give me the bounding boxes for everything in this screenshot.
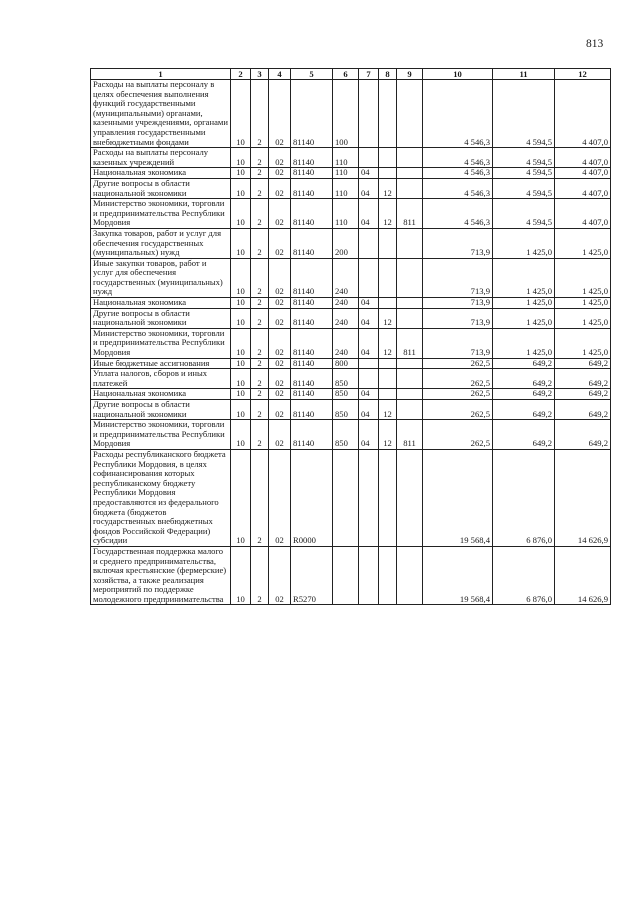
col-3: 2 — [251, 148, 269, 168]
col-7: 04 — [359, 168, 379, 179]
amount-col-10: 262,5 — [423, 400, 493, 420]
col-8 — [379, 168, 397, 179]
row-name: Национальная экономика — [91, 389, 231, 400]
amount-col-12: 1 425,0 — [555, 298, 611, 309]
row-name: Другие вопросы в области национальной экономики — [91, 308, 231, 328]
table-row — [91, 328, 611, 358]
col-6: 850 — [333, 369, 359, 389]
amount-col-12: 4 407,0 — [555, 199, 611, 229]
col-7: 04 — [359, 199, 379, 229]
column-header: 6 — [333, 69, 359, 80]
col-2: 10 — [231, 449, 251, 546]
col-5: 81140 — [291, 400, 333, 420]
col-4: 02 — [269, 308, 291, 328]
col-8: 12 — [379, 400, 397, 420]
row-name: Национальная экономика — [91, 298, 231, 309]
row-name: Расходы на выплаты персоналу в целях обеспечения выполнения функций государственными (муниципальными) органами, казенными учреждениями, органами управления государственными внебюджетными фондами — [91, 80, 231, 148]
col-5: R0000 — [291, 449, 333, 546]
amount-col-11: 1 425,0 — [493, 228, 555, 258]
col-7: 04 — [359, 328, 379, 358]
col-5: 81140 — [291, 199, 333, 229]
table-row — [91, 449, 611, 546]
amount-col-11: 649,2 — [493, 389, 555, 400]
col-5: 81140 — [291, 389, 333, 400]
amount-col-12: 649,2 — [555, 369, 611, 389]
column-header: 12 — [555, 69, 611, 80]
column-header: 4 — [269, 69, 291, 80]
col-4: 02 — [269, 168, 291, 179]
col-7: 04 — [359, 298, 379, 309]
col-3: 2 — [251, 228, 269, 258]
col-3: 2 — [251, 178, 269, 198]
col-3: 2 — [251, 80, 269, 148]
col-9 — [397, 298, 423, 309]
amount-col-10: 262,5 — [423, 420, 493, 450]
amount-col-12: 1 425,0 — [555, 328, 611, 358]
col-4: 02 — [269, 400, 291, 420]
row-name: Расходы республиканского бюджета Республики Мордовия, в целях софинансирования которых республиканскому бюджету Республики Мордовия предоставляются из федерального бюджета (бюджетов государственных внебюджетных фондов Российской Федерации) субсидии — [91, 449, 231, 546]
col-7 — [359, 148, 379, 168]
row-name: Министерство экономики, торговли и предпринимательства Республики Мордовия — [91, 420, 231, 450]
amount-col-11: 649,2 — [493, 420, 555, 450]
col-2: 10 — [231, 400, 251, 420]
col-8 — [379, 298, 397, 309]
col-7: 04 — [359, 308, 379, 328]
table-row — [91, 178, 611, 198]
header-row — [91, 69, 611, 80]
col-2: 10 — [231, 298, 251, 309]
col-3: 2 — [251, 298, 269, 309]
amount-col-10: 4 546,3 — [423, 178, 493, 198]
col-2: 10 — [231, 546, 251, 605]
amount-col-12: 4 407,0 — [555, 148, 611, 168]
col-2: 10 — [231, 420, 251, 450]
row-name: Расходы на выплаты персоналу казенных учреждений — [91, 148, 231, 168]
amount-col-10: 4 546,3 — [423, 199, 493, 229]
col-7: 04 — [359, 420, 379, 450]
col-6: 110 — [333, 199, 359, 229]
col-2: 10 — [231, 168, 251, 179]
amount-col-12: 4 407,0 — [555, 178, 611, 198]
table-row — [91, 258, 611, 297]
col-2: 10 — [231, 178, 251, 198]
col-8: 12 — [379, 199, 397, 229]
table-row — [91, 228, 611, 258]
col-2: 10 — [231, 148, 251, 168]
col-3: 2 — [251, 546, 269, 605]
table-row — [91, 308, 611, 328]
col-2: 10 — [231, 199, 251, 229]
amount-col-12: 649,2 — [555, 420, 611, 450]
col-3: 2 — [251, 449, 269, 546]
row-name: Национальная экономика — [91, 168, 231, 179]
col-9 — [397, 148, 423, 168]
amount-col-10: 4 546,3 — [423, 80, 493, 148]
amount-col-11: 649,2 — [493, 400, 555, 420]
col-8 — [379, 449, 397, 546]
column-header: 2 — [231, 69, 251, 80]
table-row — [91, 400, 611, 420]
col-7 — [359, 258, 379, 297]
col-6: 240 — [333, 298, 359, 309]
amount-col-11: 4 594,5 — [493, 178, 555, 198]
page-number: 813 — [586, 38, 604, 50]
col-4: 02 — [269, 178, 291, 198]
amount-col-12: 1 425,0 — [555, 228, 611, 258]
amount-col-10: 4 546,3 — [423, 148, 493, 168]
col-5: 81140 — [291, 328, 333, 358]
col-3: 2 — [251, 168, 269, 179]
col-6: 240 — [333, 328, 359, 358]
column-header: 7 — [359, 69, 379, 80]
col-6 — [333, 546, 359, 605]
table-row — [91, 298, 611, 309]
col-5: 81140 — [291, 258, 333, 297]
amount-col-10: 262,5 — [423, 389, 493, 400]
amount-col-11: 1 425,0 — [493, 298, 555, 309]
col-7 — [359, 546, 379, 605]
column-header: 8 — [379, 69, 397, 80]
col-4: 02 — [269, 148, 291, 168]
col-6: 240 — [333, 308, 359, 328]
col-9 — [397, 228, 423, 258]
amount-col-11: 4 594,5 — [493, 168, 555, 179]
col-3: 2 — [251, 328, 269, 358]
amount-col-10: 713,9 — [423, 298, 493, 309]
col-7: 04 — [359, 389, 379, 400]
column-header: 9 — [397, 69, 423, 80]
amount-col-12: 1 425,0 — [555, 308, 611, 328]
col-5: 81140 — [291, 80, 333, 148]
row-name: Министерство экономики, торговли и предпринимательства Республики Мордовия — [91, 199, 231, 229]
column-header: 11 — [493, 69, 555, 80]
amount-col-10: 19 568,4 — [423, 449, 493, 546]
table-row — [91, 358, 611, 369]
amount-col-10: 713,9 — [423, 328, 493, 358]
row-name: Иные закупки товаров, работ и услуг для обеспечения государственных (муниципальных) нужд — [91, 258, 231, 297]
col-8 — [379, 80, 397, 148]
amount-col-12: 649,2 — [555, 358, 611, 369]
col-9 — [397, 178, 423, 198]
column-header: 1 — [91, 69, 231, 80]
table-row — [91, 80, 611, 148]
col-9: 811 — [397, 199, 423, 229]
column-header: 3 — [251, 69, 269, 80]
col-9 — [397, 168, 423, 179]
col-2: 10 — [231, 258, 251, 297]
amount-col-12: 14 626,9 — [555, 449, 611, 546]
table-row — [91, 389, 611, 400]
col-4: 02 — [269, 358, 291, 369]
amount-col-11: 1 425,0 — [493, 258, 555, 297]
col-3: 2 — [251, 420, 269, 450]
col-9: 811 — [397, 328, 423, 358]
amount-col-11: 1 425,0 — [493, 308, 555, 328]
col-8 — [379, 358, 397, 369]
amount-col-12: 649,2 — [555, 400, 611, 420]
col-8 — [379, 148, 397, 168]
col-3: 2 — [251, 358, 269, 369]
amount-col-10: 4 546,3 — [423, 168, 493, 179]
col-6: 200 — [333, 228, 359, 258]
amount-col-10: 713,9 — [423, 308, 493, 328]
col-9 — [397, 369, 423, 389]
col-8 — [379, 369, 397, 389]
col-2: 10 — [231, 328, 251, 358]
col-3: 2 — [251, 258, 269, 297]
col-3: 2 — [251, 369, 269, 389]
col-2: 10 — [231, 369, 251, 389]
col-4: 02 — [269, 546, 291, 605]
col-4: 02 — [269, 80, 291, 148]
row-name: Государственная поддержка малого и среднего предпринимательства, включая крестьянские (фермерские) хозяйства, а также реализация мероприятий по поддержке молодежного предпринимательства — [91, 546, 231, 605]
col-6: 850 — [333, 389, 359, 400]
col-9 — [397, 449, 423, 546]
col-4: 02 — [269, 369, 291, 389]
col-8 — [379, 258, 397, 297]
column-header: 5 — [291, 69, 333, 80]
col-7 — [359, 449, 379, 546]
col-2: 10 — [231, 358, 251, 369]
row-name: Другие вопросы в области национальной экономики — [91, 400, 231, 420]
col-5: 81140 — [291, 358, 333, 369]
amount-col-12: 4 407,0 — [555, 80, 611, 148]
row-name: Другие вопросы в области национальной экономики — [91, 178, 231, 198]
col-6: 110 — [333, 168, 359, 179]
col-7 — [359, 358, 379, 369]
col-4: 02 — [269, 228, 291, 258]
col-6: 110 — [333, 148, 359, 168]
col-4: 02 — [269, 298, 291, 309]
row-name: Закупка товаров, работ и услуг для обеспечения государственных (муниципальных) нужд — [91, 228, 231, 258]
row-name: Министерство экономики, торговли и предпринимательства Республики Мордовия — [91, 328, 231, 358]
amount-col-12: 14 626,9 — [555, 546, 611, 605]
amount-col-10: 19 568,4 — [423, 546, 493, 605]
amount-col-10: 262,5 — [423, 358, 493, 369]
col-6: 850 — [333, 420, 359, 450]
col-4: 02 — [269, 420, 291, 450]
amount-col-11: 6 876,0 — [493, 449, 555, 546]
table-row — [91, 369, 611, 389]
table-row — [91, 546, 611, 605]
col-5: 81140 — [291, 168, 333, 179]
col-5: 81140 — [291, 148, 333, 168]
col-3: 2 — [251, 199, 269, 229]
col-3: 2 — [251, 308, 269, 328]
table-row — [91, 199, 611, 229]
amount-col-10: 713,9 — [423, 258, 493, 297]
col-9: 811 — [397, 420, 423, 450]
col-6 — [333, 449, 359, 546]
col-8: 12 — [379, 420, 397, 450]
col-5: R5270 — [291, 546, 333, 605]
col-7 — [359, 369, 379, 389]
col-6: 100 — [333, 80, 359, 148]
col-9 — [397, 358, 423, 369]
col-5: 81140 — [291, 298, 333, 309]
col-8: 12 — [379, 328, 397, 358]
col-4: 02 — [269, 449, 291, 546]
col-9 — [397, 400, 423, 420]
amount-col-11: 6 876,0 — [493, 546, 555, 605]
col-9 — [397, 546, 423, 605]
col-2: 10 — [231, 80, 251, 148]
budget-table — [90, 68, 611, 605]
col-7 — [359, 80, 379, 148]
col-4: 02 — [269, 258, 291, 297]
amount-col-11: 4 594,5 — [493, 80, 555, 148]
col-6: 850 — [333, 400, 359, 420]
col-7: 04 — [359, 178, 379, 198]
table-row — [91, 168, 611, 179]
col-6: 800 — [333, 358, 359, 369]
col-2: 10 — [231, 228, 251, 258]
col-8 — [379, 546, 397, 605]
row-name: Иные бюджетные ассигнования — [91, 358, 231, 369]
col-9 — [397, 389, 423, 400]
col-5: 81140 — [291, 308, 333, 328]
amount-col-11: 4 594,5 — [493, 199, 555, 229]
amount-col-10: 713,9 — [423, 228, 493, 258]
col-9 — [397, 80, 423, 148]
col-8 — [379, 228, 397, 258]
col-2: 10 — [231, 308, 251, 328]
col-2: 10 — [231, 389, 251, 400]
table-row — [91, 148, 611, 168]
col-5: 81140 — [291, 369, 333, 389]
table-row — [91, 420, 611, 450]
col-6: 110 — [333, 178, 359, 198]
col-4: 02 — [269, 199, 291, 229]
col-9 — [397, 308, 423, 328]
col-8 — [379, 389, 397, 400]
amount-col-11: 649,2 — [493, 358, 555, 369]
col-7 — [359, 228, 379, 258]
amount-col-12: 4 407,0 — [555, 168, 611, 179]
col-8: 12 — [379, 308, 397, 328]
col-3: 2 — [251, 400, 269, 420]
amount-col-11: 649,2 — [493, 369, 555, 389]
amount-col-12: 649,2 — [555, 389, 611, 400]
amount-col-11: 1 425,0 — [493, 328, 555, 358]
col-3: 2 — [251, 389, 269, 400]
col-6: 240 — [333, 258, 359, 297]
col-4: 02 — [269, 328, 291, 358]
col-7: 04 — [359, 400, 379, 420]
col-5: 81140 — [291, 178, 333, 198]
col-8: 12 — [379, 178, 397, 198]
amount-col-11: 4 594,5 — [493, 148, 555, 168]
row-name: Уплата налогов, сборов и иных платежей — [91, 369, 231, 389]
col-5: 81140 — [291, 228, 333, 258]
col-9 — [397, 258, 423, 297]
column-header: 10 — [423, 69, 493, 80]
amount-col-12: 1 425,0 — [555, 258, 611, 297]
col-4: 02 — [269, 389, 291, 400]
amount-col-10: 262,5 — [423, 369, 493, 389]
col-5: 81140 — [291, 420, 333, 450]
